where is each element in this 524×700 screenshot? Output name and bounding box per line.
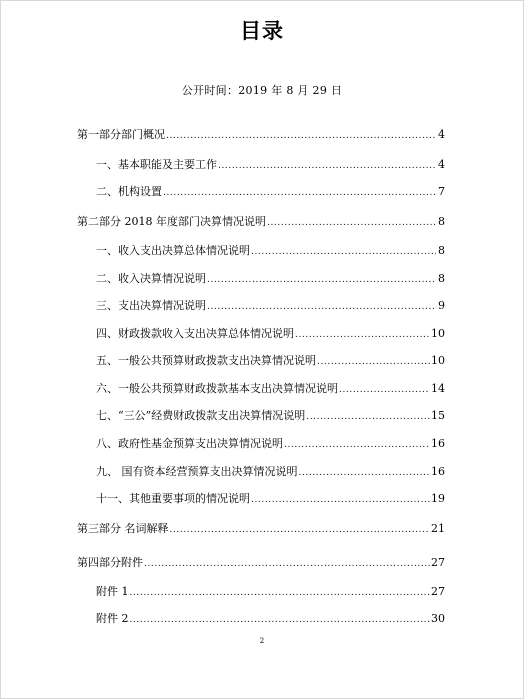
toc-entry-label: 第三部分 名词解释 [77,522,169,535]
toc-entry-page: 16 [431,437,445,450]
toc-leader-dots [207,301,436,313]
page-title: 目录 [240,19,284,43]
toc-entry-page: 16 [431,465,445,478]
toc-entry[interactable] [96,463,445,479]
toc-entry[interactable] [96,583,445,599]
toc-entry-page: 8 [438,244,445,257]
toc-leader-dots [267,217,436,229]
toc-leader-dots [306,411,430,423]
toc-entry-page: 10 [431,354,445,367]
toc-entry-label: 四、财政拨款收入支出决算总体情况说明 [96,327,294,340]
toc-entry[interactable] [96,325,445,341]
toc-leader-dots [299,467,431,479]
toc-entry-page: 14 [431,382,445,395]
page-number: 2 [259,637,265,645]
toc-leader-dots [163,187,436,199]
toc-entry-page: 9 [438,299,445,312]
toc-entry-page: 4 [438,128,445,141]
toc-entry-label: 三、支出决算情况说明 [96,299,206,312]
toc-entry[interactable] [77,126,445,142]
toc-entry-page: 8 [438,215,445,228]
toc-entry[interactable] [96,490,445,506]
toc-entry-label: 六、一般公共预算财政拨款基本支出决算情况说明 [96,382,338,395]
toc-entry[interactable] [96,352,445,368]
toc-entry[interactable] [96,242,445,258]
toc-entry[interactable] [96,156,445,172]
toc-leader-dots [251,494,430,506]
toc-entry-page: 27 [431,556,445,569]
toc-entry[interactable] [77,554,445,570]
table-of-contents [1,1,524,700]
toc-entry-label: 附件 2 [96,612,129,625]
toc-entry-label: 第四部分附件 [77,556,143,569]
toc-entry-page: 10 [431,327,445,340]
toc-entry[interactable] [96,270,445,286]
toc-entry[interactable] [96,380,445,396]
toc-leader-dots [317,356,430,368]
toc-entry-page: 21 [431,522,445,535]
toc-entry-label: 七、“三公”经费财政拨款支出决算情况说明 [96,409,306,422]
toc-leader-dots [218,160,436,172]
toc-entry-page: 4 [438,158,445,171]
toc-entry-page: 8 [438,272,445,285]
toc-leader-dots [170,524,431,536]
toc-entry[interactable] [96,610,445,626]
toc-entry-label: 一、收入支出决算总体情况说明 [96,244,250,257]
toc-leader-dots [207,274,436,286]
toc-entry-label: 八、政府性基金预算支出决算情况说明 [96,437,283,450]
toc-entry-label: 二、机构设置 [96,185,162,198]
toc-entry[interactable] [77,520,445,536]
toc-leader-dots [130,614,431,626]
toc-entry-label: 五、一般公共预算财政拨款支出决算情况说明 [96,354,316,367]
toc-entry[interactable] [77,213,445,229]
toc-leader-dots [284,439,430,451]
toc-entry[interactable] [96,183,445,199]
toc-entry-label: 一、基本职能及主要工作 [96,158,217,171]
toc-entry-page: 19 [431,492,445,505]
toc-entry-page: 7 [438,185,445,198]
toc-entry[interactable] [96,435,445,451]
toc-leader-dots [144,558,430,570]
toc-entry-label: 第二部分 2018 年度部门决算情况说明 [77,215,266,228]
toc-entry-page: 30 [431,612,445,625]
toc-entry[interactable] [96,297,445,313]
toc-entry-label: 九、 国有资本经营预算支出决算情况说明 [96,465,298,478]
toc-entry-label: 十一、其他重要事项的情况说明 [96,492,250,505]
publish-date: 公开时间：2019 年 8 月 29 日 [181,84,343,97]
toc-entry-page: 15 [431,409,445,422]
toc-entry-page: 27 [431,585,445,598]
toc-leader-dots [251,246,436,258]
toc-leader-dots [295,329,430,341]
toc-entry-label: 附件 1 [96,585,129,598]
toc-leader-dots [166,130,436,142]
toc-entry-label: 二、收入决算情况说明 [96,272,206,285]
toc-entry-label: 第一部分部门概况 [77,128,165,141]
toc-entry[interactable] [96,407,445,423]
toc-leader-dots [130,587,431,599]
toc-leader-dots [339,384,430,396]
